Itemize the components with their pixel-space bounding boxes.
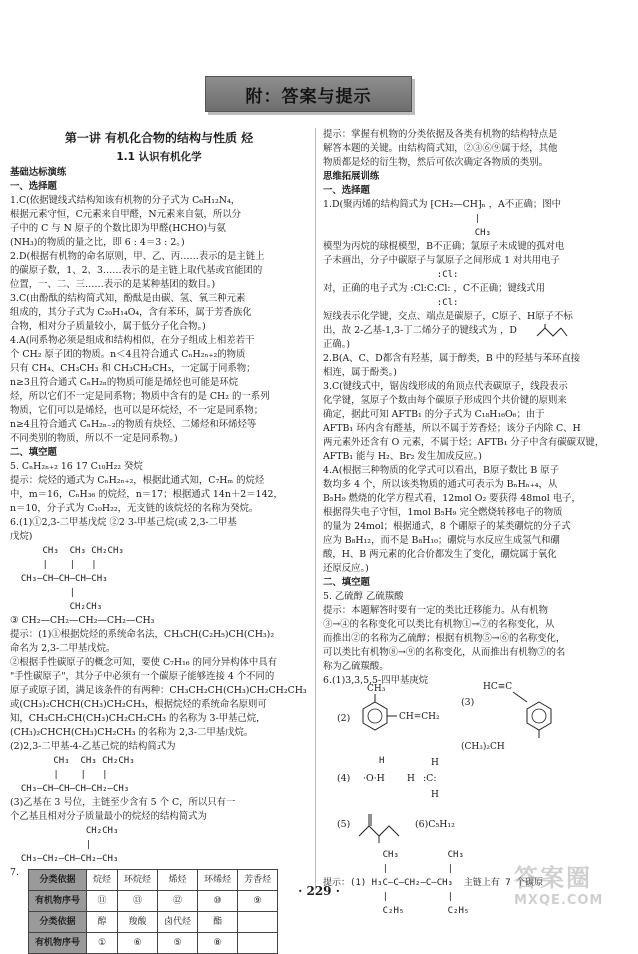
text-line: 提示：(1)①根据烷烃的系统命名法，CH₃CH(C₂H₅)CH(CH₃)₂ <box>10 629 275 640</box>
formula-line: | | <box>323 892 454 902</box>
text-line: n≥3且符合通式 CₙH₂ₙ的物质可能是烯烃也可能是环烷 <box>10 377 239 388</box>
text-line: 4.A(根据三种物质的化学式可以看出，B原子数比 B 原子 <box>323 465 559 476</box>
right-column <box>323 128 623 918</box>
table-cell: 环烷烃 <box>118 870 158 891</box>
text-line: 提示：掌握有机物的分类依据及各类有机物的结构特点是 <box>323 129 558 140</box>
text-line: AFTB₁ 环内含有醛基，所以不属于芳香烃；该分子内除 C、H <box>323 423 581 434</box>
text-line: 根据得失电子守恒，1mol B₅H₉ 完全燃烧转移电子的物质 <box>323 507 563 518</box>
answer-block <box>10 460 308 544</box>
table-cell: ⑤ <box>158 933 198 954</box>
text-line: B₅H₉ 燃烧的化学方程式看，12mol O₂ 要获得 48mol 电子， <box>323 493 581 504</box>
text-line: 提示：烷烃的通式为 CₙH₂ₙ₊₂，根据此通式知，C₇Hₘ 的烷烃 <box>10 475 265 486</box>
formula-line: CH₃ CH₃ CH₂CH₃ <box>10 756 135 766</box>
text-line: (2)2,3-二甲基-4-乙基己烷的结构简式为 <box>10 741 176 752</box>
question-number: 7. <box>10 867 19 878</box>
banner-title: 附：答案与提示 <box>245 86 372 107</box>
table-cell: 有机物序号 <box>29 933 87 954</box>
formula-line: 提示：(1) H₃C—C—CH₂—C—CH₃ 主链上有 7 个碳原 <box>323 878 544 888</box>
table-cell: ⑫ <box>158 891 198 912</box>
text-line: 称为乙硫羰酸。 <box>323 661 389 672</box>
text-line: 烃，所以它们不一定是同系物；物质中含有的是 CH₂ 的一系列 <box>10 391 270 402</box>
part-title: 一、选择题 <box>323 185 370 196</box>
chapter-title: 第一讲 有机化合物的结构与性质 烃 <box>64 131 254 145</box>
structural-formula <box>10 824 308 866</box>
text-line: 的量为 24mol；根据通式，8 个硼原子的某类硼烷的分子式 <box>323 521 571 532</box>
text-line: 原子或原子团，满足该条件的有两种：CH₃CH₂CH(CH₃)CH₂CH₂CH₃ <box>10 685 307 696</box>
structural-formula <box>10 754 308 796</box>
alkyne-label: HC≡C <box>483 682 513 692</box>
text-line: 1.D(聚丙烯的结构简式为 ⁅CH₂—CH⁆ₙ ，A不正确；图中 <box>323 199 562 210</box>
text-line: 物质，它们可以是烯烃，也可以是环烷烃，不一定是同系物； <box>10 405 264 416</box>
text-line: 个乙基且相对分子质量最小的烷烃的结构简式为 <box>10 811 207 822</box>
table-cell: 有机物序号 <box>29 891 87 912</box>
text-line: (CH₃)₂CHCH(CH₃)CH₂CH₃ 的名称为 2,3-二甲基戊烷。 <box>10 727 254 738</box>
text-line: CH₃ <box>323 228 491 238</box>
classification-table <box>28 869 278 954</box>
text-line: 酸，H、B 两元素的化合价都发生了变化，硼烷属于氧化 <box>323 549 557 560</box>
text-line: ②根据手性碳原子的概念可知，要使 C₇H₁₆ 的同分异构体中具有 <box>10 657 277 668</box>
table-cell: 烯烃 <box>158 870 198 891</box>
text-line: (NH₃)的物质的量之比，即 6 : 4＝3 : 2。) <box>10 237 185 248</box>
text-line: n＝10，分子式为 C₁₀H₂₂，无支链的该烷烃的名称为癸烷。 <box>10 503 259 514</box>
text-line: 5. 乙硫醇 乙硫羰酸 <box>323 591 404 602</box>
text-line: 组成的，其分子式为 C₂₀H₁₄O₄，含有苯环，属于芳香族化 <box>10 307 252 318</box>
section-banner <box>205 76 412 112</box>
table-cell: 芳香烃 <box>238 870 278 891</box>
answer-block <box>10 796 308 824</box>
text-line: 而推出②的名称为乙硫醇；根据有机物⑤→⑥的名称变化， <box>323 633 566 644</box>
formula-line: | | | <box>10 770 108 780</box>
text-line: (3)乙基在 3 号位，主链至少含有 5 个 C，所以只有一 <box>10 797 236 808</box>
text-line: 3.C(键线式中，锯齿线形成的角顶点代表碳原子，线段表示 <box>323 381 568 392</box>
text-line: :Cl: <box>323 270 459 280</box>
hydroxyl-electron-formula: ·O·H <box>363 773 385 784</box>
text-span: 出，故 2-乙基-1,3-丁二烯分子的键线式为 ，D <box>323 325 517 336</box>
text-line: 或(CH₃)₂CHCH(CH₃)CH₂CH₃，根据烷烃的系统命名原则可 <box>10 699 267 710</box>
text-line: 对，正确的电子式为 :Cl:C:Cl: ，C不正确；键线式用 <box>323 283 546 294</box>
text-line: 两元素外还含有 O 元素，不属于烃；AFTB₁ 分子中含有碳碳双键， <box>323 437 605 448</box>
table-cell: ⑨ <box>238 891 278 912</box>
formula-line: CH₂CH₃ <box>10 826 119 836</box>
hint-block <box>323 128 623 170</box>
text-line: ③→④的名称变化可以类比有机物①→⑦的名称变化，从 <box>323 619 555 630</box>
electron-formulas <box>323 754 623 810</box>
vinyl-label: CH=CH₂ <box>399 712 440 722</box>
text-line: 化学键，氢原子个数由每个碳原子形成四个共价键的原则来 <box>323 395 567 406</box>
isopropyl-label: (CH₃)₂CH <box>461 742 505 752</box>
table-cell: 分类依据 <box>29 870 87 891</box>
methyl-label: CH₃ <box>367 684 386 694</box>
text-line: 根据元素守恒，C元素来自甲醛，N元素来自氨，所以分 <box>10 209 242 220</box>
watermark-logo <box>514 858 632 916</box>
answer-block <box>323 590 623 688</box>
text-line: n≥4且符合通式 CₙH₂ₙ₋₂的物质有炔烃、二烯烃和环烯烃等 <box>10 419 257 430</box>
text-line: 只有 CH₄、CH₃CH₃ 和 CH₃CH₂CH₃，一定属于同系物； <box>10 363 256 374</box>
text-line: 模型为丙烷的球棍模型，B不正确；氯原子未成键的孤对电 <box>323 241 565 252</box>
item-label: (5) <box>337 819 351 830</box>
text-line: 1.C(依据键线式结构知该有机物的分子式为 C₆H₁₂N₄， <box>10 195 241 206</box>
item-label: (4) <box>337 773 351 784</box>
text-line: 物质都是烃的衍生物，然后可依次确定各物质的类别。 <box>323 157 549 168</box>
table-row <box>29 933 278 954</box>
item-text: (6)C₅H₁₂ <box>415 819 455 830</box>
text-line: 可以类比有机物⑧→⑨的名称变化，从而推出有机物⑦的名 <box>323 647 566 658</box>
table-cell: ⑬ <box>118 891 158 912</box>
electron-atom: H <box>379 756 385 766</box>
table-cell <box>238 933 278 954</box>
text-line: 位置，一、二、三……表示的是某种基团的数目。) <box>10 279 216 290</box>
left-column <box>10 128 308 954</box>
table-cell: ① <box>87 933 118 954</box>
electron-atom: H <box>407 774 415 784</box>
molecule-structures <box>323 682 623 754</box>
classification-block <box>10 866 308 954</box>
structural-formula <box>10 544 308 614</box>
item-label: (2) <box>337 713 351 724</box>
text-line: 6.(1)3,3,5,5-四甲基庚烷 <box>323 675 429 686</box>
text-line <box>323 324 623 338</box>
text-line: 数均多 4 个，所以该类物质的通式可表示为 BₙHₙ₊₄，从 <box>323 479 558 490</box>
text-line: 3.C(由酚酞的结构简式知，酚酞是由碳、氢、氧三种元素 <box>10 293 246 304</box>
carbon-electron-formula: :C: <box>423 773 437 784</box>
watermark-url: MXQE.COM <box>514 893 604 908</box>
text-line: :Cl: <box>323 298 459 308</box>
page-number: · 229 · <box>298 884 340 898</box>
text-line: | <box>323 214 481 224</box>
text-line: 的碳原子数，1、2、3……表示的是主链上取代基或官能团的 <box>10 265 263 276</box>
table-cell: ⑩ <box>198 891 238 912</box>
item-5-6 <box>323 810 623 848</box>
electron-atom: H <box>431 790 439 800</box>
formula-line: | <box>10 588 76 598</box>
section-title: 1.1 认识有机化学 <box>116 151 202 163</box>
text-line: 6.(1)①2,3-二甲基戊烷 ②2 3-甲基己烷(或 2,3-二甲基 <box>10 517 237 528</box>
formula-line: CH₃ CH₃ <box>323 850 464 860</box>
table-cell: 卤代烃 <box>158 912 198 933</box>
text-line: 应为 B₈H₁₂，而不是 B₈H₁₀；硼烷与水反应生成氢气和硼 <box>323 535 560 546</box>
text-line: 2.D(根据有机物的命名原则，甲、乙、丙……表示的是主链上 <box>10 251 265 262</box>
text-line: 子未画出，分子中碳原子与氯原子之间形成 1 对共用电子 <box>323 255 560 266</box>
text-line: 戊烷) <box>10 531 33 542</box>
subsection-title: 思维拓展训练 <box>323 171 380 182</box>
table-cell: ⑪ <box>87 891 118 912</box>
subsection-title: 基础达标演练 <box>10 167 67 178</box>
text-line: 中，m＝16，CₙH₃₆ 的烷烃，n＝17；根据通式 14n＋2＝142， <box>10 489 283 500</box>
text-line: 短线表示化学键，交点、端点是碳原子，C原子、H原子不标 <box>323 311 573 322</box>
text-line: 5. CₙH₂ₙ₊₂ 16 17 C₁₀H₂₂ 癸烷 <box>10 461 143 472</box>
formula-line: CH₃ CH₃ CH₂CH₃ <box>10 546 124 556</box>
table-cell <box>238 912 278 933</box>
formula-line: C₂H₅ C₂H₅ <box>323 906 470 916</box>
text-line: ③ CH₂—CH₂—CH₂—CH₂—CH₃ <box>10 615 155 626</box>
text-line: 确定，据此可知 AFTB₁ 的分子式为 C₁₈H₁₆O₆；由于 <box>323 409 545 420</box>
table-cell: 环烯烃 <box>198 870 238 891</box>
text-line: 相连，属于酚类。) <box>323 367 397 378</box>
part-title: 二、填空题 <box>10 447 57 458</box>
table-cell: 烷烃 <box>87 870 118 891</box>
text-line: 不同类别的物质，所以不一定是同系物。) <box>10 433 178 444</box>
table-cell: ⑧ <box>198 933 238 954</box>
table-cell: 羧酸 <box>118 912 158 933</box>
column-divider <box>315 128 316 890</box>
text-line: 正确。) <box>323 339 351 350</box>
watermark-text: 答案圈 <box>514 864 592 892</box>
text-line: 合物，相对分子质量较小，属于低分子化合物。) <box>10 321 206 332</box>
formula-line: CH₃—CH₂—CH—CH₂—CH₃ <box>10 854 119 864</box>
formula-line: CH₂CH₃ <box>10 602 103 612</box>
answer-block <box>323 198 623 576</box>
answer-block <box>10 194 308 446</box>
table-cell: 酯 <box>198 912 238 933</box>
table-row <box>29 912 278 933</box>
text-line: 知，CH₃CH₂CH(CH₃)CH₂CH₂CH₃ 的名称为 3-甲基己烷， <box>10 713 266 724</box>
formula-line: CH₃—CH—CH—CH—CH₂—CH₃ <box>10 784 130 794</box>
answer-block <box>10 614 308 754</box>
text-line: 命名为 2,3-二甲基戊烷。 <box>10 643 116 654</box>
table-cell: ⑥ <box>118 933 158 954</box>
text-line: 子中的 C 与 N 原子的个数比即为甲醛(HCHO)与氨 <box>10 223 226 234</box>
part-title: 一、选择题 <box>10 181 57 192</box>
formula-line: | <box>10 840 92 850</box>
text-line: AFTB₁ 能与 H₂、Br₂ 发生加成反应。) <box>323 451 482 462</box>
item-label: (3) <box>461 697 475 708</box>
text-line: 2.B(A、C、D都含有羟基，属于醇类，B 中的羟基与苯环直接 <box>323 353 581 364</box>
text-line: 解答本题的关键。由结构简式知，②③⑥⑨属于烃，其他 <box>323 143 558 154</box>
text-line: 4.A(同系物必须是组成和结构相似，在分子组成上相差若干 <box>10 335 255 346</box>
text-line: "手性碳原子"，其分子中必须有一个碳原子能够连接 4 个不同的 <box>10 671 275 682</box>
part-title: 二、填空题 <box>323 577 370 588</box>
text-line: 个 CH₂ 原子团的物质。n＜4且符合通式 CₙH₂ₙ₊₂的物质 <box>10 349 246 360</box>
table-cell: 醇 <box>87 912 118 933</box>
text-line: 还原反应。) <box>323 563 369 574</box>
formula-line: | | | <box>10 560 97 570</box>
electron-atom: H <box>431 758 439 768</box>
skeletal-formula-icon <box>535 324 569 338</box>
skeletal-formula-icon <box>357 812 401 844</box>
formula-line: | | <box>323 864 454 874</box>
formula-line: CH₃—CH—CH—CH—CH₃ <box>10 574 108 584</box>
alkynyl-benzene-structure-icon <box>511 690 571 750</box>
table-cell: 分类依据 <box>29 912 87 933</box>
text-line: 提示：本题解答时要有一定的类比迁移能力。从有机物 <box>323 605 549 616</box>
